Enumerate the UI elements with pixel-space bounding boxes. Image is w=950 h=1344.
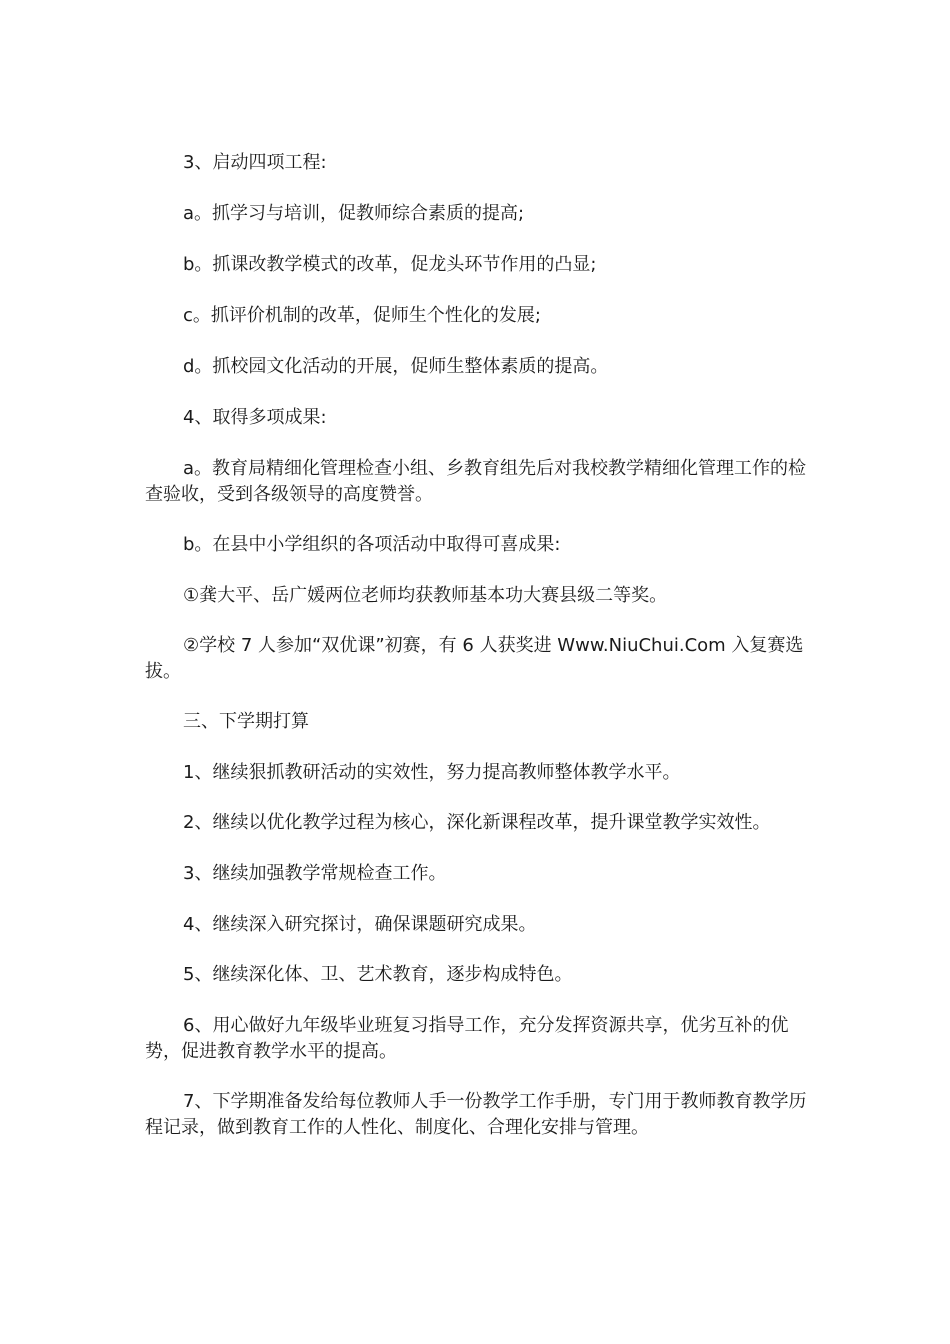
plan-2: 2、继续以优化教学过程为核心，深化新课程改革，提升课堂教学实效性。: [183, 812, 771, 833]
plan-6: 6、用心做好九年级毕业班复习指导工作，充分发挥资源共享，优劣互补的优势，促进教育教学水平的提高。: [145, 1015, 789, 1062]
plan-7: 7、下学期准备发给每位教师人手一份教学工作手册，专门用于教师教育教学历程记录，做到教育工作的人性化、制度化、合理化安排与管理。: [145, 1091, 807, 1138]
section-heading-3: 三、下学期打算: [183, 711, 309, 732]
plan-3: 3、继续加强教学常规检查工作。: [183, 863, 447, 884]
item-a: a。抓学习与培训，促教师综合素质的提高;: [183, 203, 525, 224]
result-a: a。教育局精细化管理检查小组、乡教育组先后对我校教学精细化管理工作的检查验收，受到各级领导的高度赞誉。: [145, 458, 807, 505]
result-b-2: ②学校 7 人参加“双优课”初赛，有 6 人获奖进 Www.NiuChui.Com 入复赛选拔。: [145, 635, 804, 682]
item-d: d。抓校园文化活动的开展，促师生整体素质的提高。: [183, 356, 609, 377]
item-c: c。抓评价机制的改革，促师生个性化的发展;: [183, 305, 541, 326]
plan-4: 4、继续深入研究探讨，确保课题研究成果。: [183, 914, 537, 935]
item-heading-3: 3、启动四项工程:: [183, 152, 327, 173]
item-heading-4: 4、取得多项成果:: [183, 407, 327, 428]
result-b-1: ①龚大平、岳广媛两位老师均获教师基本功大赛县级二等奖。: [183, 585, 668, 606]
plan-1: 1、继续狠抓教研活动的实效性，努力提高教师整体教学水平。: [183, 762, 681, 783]
item-b: b。抓课改教学模式的改革，促龙头环节作用的凸显;: [183, 254, 597, 275]
result-b: b。在县中小学组织的各项活动中取得可喜成果:: [183, 534, 561, 555]
plan-5: 5、继续深化体、卫、艺术教育，逐步构成特色。: [183, 964, 573, 985]
